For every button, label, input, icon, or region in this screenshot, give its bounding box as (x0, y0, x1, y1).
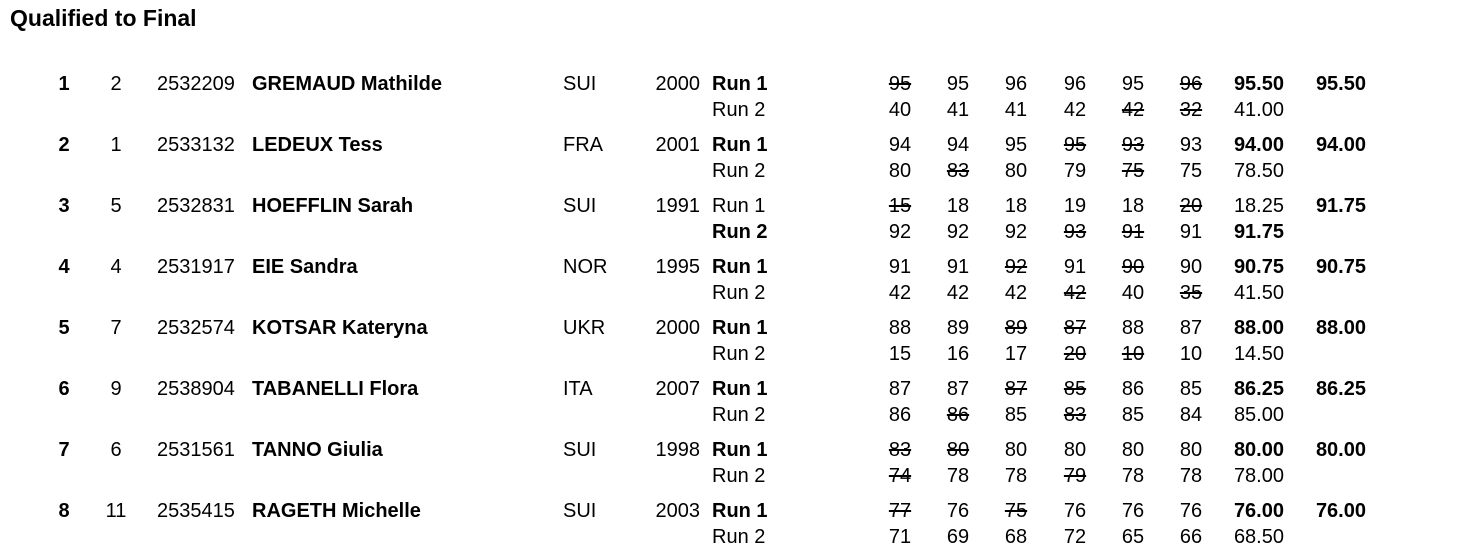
judge-score: 42 (946, 282, 970, 304)
run-score: 88.00 (1233, 317, 1284, 339)
run-score: 90.75 (1233, 256, 1284, 278)
run-label: Run 2 (712, 465, 766, 487)
judge-score: 77 (888, 500, 912, 522)
judge-score: 80 (1004, 160, 1028, 182)
run-score: 14.50 (1233, 343, 1284, 365)
judge-score: 94 (888, 134, 912, 156)
judge-score: 90 (1179, 256, 1203, 278)
athlete-fis-code: 2532574 (157, 317, 235, 339)
judge-score: 40 (888, 99, 912, 121)
athlete-rank: 4 (58, 256, 70, 278)
judge-score: 87 (1063, 317, 1087, 339)
run-label: Run 2 (712, 404, 766, 426)
judge-score: 92 (946, 221, 970, 243)
judge-score: 85 (1004, 404, 1028, 426)
athlete-nation: SUI (563, 195, 597, 217)
judge-score: 32 (1179, 99, 1203, 121)
run-label: Run 1 (712, 256, 768, 278)
judge-score: 18 (1121, 195, 1145, 217)
run-label: Run 1 (712, 378, 768, 400)
run-label: Run 2 (712, 99, 766, 121)
run-score: 80.00 (1233, 439, 1284, 461)
page-title: Qualified to Final (10, 5, 197, 31)
athlete-birth-year: 1998 (655, 439, 700, 461)
athlete-bib: 9 (110, 378, 122, 400)
judge-score: 35 (1179, 282, 1203, 304)
judge-score: 93 (1121, 134, 1145, 156)
judge-score: 87 (1004, 378, 1028, 400)
athlete-bib: 7 (110, 317, 122, 339)
athlete-fis-code: 2532831 (157, 195, 235, 217)
judge-score: 42 (1121, 99, 1145, 121)
judge-score: 66 (1179, 526, 1203, 548)
run-score: 41.50 (1233, 282, 1284, 304)
judge-score: 75 (1004, 500, 1028, 522)
judge-score: 42 (1063, 99, 1087, 121)
athlete-rank: 1 (58, 73, 70, 95)
run-label: Run 2 (712, 221, 768, 243)
run-score: 41.00 (1233, 99, 1284, 121)
judge-score: 76 (946, 500, 970, 522)
judge-score: 85 (1121, 404, 1145, 426)
athlete-rank: 6 (58, 378, 70, 400)
judge-score: 94 (946, 134, 970, 156)
athlete-final-score: 94.00 (1315, 134, 1366, 156)
athlete-fis-code: 2535415 (157, 500, 235, 522)
athlete-nation: SUI (563, 439, 597, 461)
judge-score: 88 (888, 317, 912, 339)
judge-score: 87 (946, 378, 970, 400)
judge-score: 88 (1121, 317, 1145, 339)
athlete-nation: NOR (563, 256, 608, 278)
athlete-bib: 2 (110, 73, 122, 95)
judge-score: 95 (1004, 134, 1028, 156)
athlete-nation: SUI (563, 73, 597, 95)
judge-score: 86 (946, 404, 970, 426)
athlete-birth-year: 2001 (655, 134, 700, 156)
athlete-fis-code: 2533132 (157, 134, 235, 156)
judge-score: 93 (1179, 134, 1203, 156)
judge-score: 92 (1004, 256, 1028, 278)
run-score: 91.75 (1233, 221, 1284, 243)
athlete-final-score: 91.75 (1315, 195, 1366, 217)
athlete-fis-code: 2531561 (157, 439, 235, 461)
judge-score: 15 (888, 343, 912, 365)
judge-score: 72 (1063, 526, 1087, 548)
athlete-nation: UKR (563, 317, 606, 339)
judge-score: 79 (1063, 160, 1087, 182)
judge-score: 16 (946, 343, 970, 365)
judge-score: 96 (1179, 73, 1203, 95)
run-label: Run 1 (712, 73, 768, 95)
run-score: 18.25 (1233, 195, 1284, 217)
judge-score: 71 (888, 526, 912, 548)
judge-score: 40 (1121, 282, 1145, 304)
judge-score: 90 (1121, 256, 1145, 278)
run-label: Run 1 (712, 195, 766, 217)
judge-score: 79 (1063, 465, 1087, 487)
judge-score: 83 (888, 439, 912, 461)
judge-score: 76 (1063, 500, 1087, 522)
judge-score: 42 (888, 282, 912, 304)
athlete-rank: 7 (58, 439, 70, 461)
run-score: 86.25 (1233, 378, 1284, 400)
judge-score: 69 (946, 526, 970, 548)
judge-score: 86 (1121, 378, 1145, 400)
run-score: 68.50 (1233, 526, 1284, 548)
run-score: 85.00 (1233, 404, 1284, 426)
athlete-rank: 5 (58, 317, 70, 339)
athlete-fis-code: 2531917 (157, 256, 235, 278)
judge-score: 18 (1004, 195, 1028, 217)
judge-score: 42 (1063, 282, 1087, 304)
athlete-birth-year: 2003 (655, 500, 700, 522)
run-score: 78.50 (1233, 160, 1284, 182)
run-label: Run 1 (712, 439, 768, 461)
athlete-bib: 5 (110, 195, 122, 217)
athlete-birth-year: 2000 (655, 73, 700, 95)
athlete-name: KOTSAR Kateryna (252, 317, 428, 339)
athlete-rank: 8 (58, 500, 70, 522)
judge-score: 80 (888, 160, 912, 182)
judge-score: 78 (946, 465, 970, 487)
athlete-final-score: 95.50 (1315, 73, 1366, 95)
judge-score: 95 (1063, 134, 1087, 156)
judge-score: 92 (1004, 221, 1028, 243)
athlete-final-score: 76.00 (1315, 500, 1366, 522)
judge-score: 89 (1004, 317, 1028, 339)
judge-score: 87 (1179, 317, 1203, 339)
run-label: Run 1 (712, 317, 768, 339)
judge-score: 75 (1121, 160, 1145, 182)
judge-score: 78 (1179, 465, 1203, 487)
run-label: Run 1 (712, 500, 768, 522)
judge-score: 95 (946, 73, 970, 95)
athlete-bib: 6 (110, 439, 122, 461)
judge-score: 15 (888, 195, 912, 217)
judge-score: 65 (1121, 526, 1145, 548)
judge-score: 41 (1004, 99, 1028, 121)
judge-score: 20 (1063, 343, 1087, 365)
judge-score: 80 (946, 439, 970, 461)
athlete-final-score: 90.75 (1315, 256, 1366, 278)
run-score: 94.00 (1233, 134, 1284, 156)
athlete-name: EIE Sandra (252, 256, 358, 278)
judge-score: 96 (1063, 73, 1087, 95)
judge-score: 96 (1004, 73, 1028, 95)
athlete-name: LEDEUX Tess (252, 134, 383, 156)
athlete-birth-year: 2007 (655, 378, 700, 400)
judge-score: 41 (946, 99, 970, 121)
judge-score: 80 (1063, 439, 1087, 461)
athlete-nation: ITA (563, 378, 593, 400)
athlete-final-score: 86.25 (1315, 378, 1366, 400)
run-label: Run 2 (712, 282, 766, 304)
judge-score: 91 (1179, 221, 1203, 243)
athlete-bib: 11 (105, 500, 127, 522)
run-score: 95.50 (1233, 73, 1284, 95)
judge-score: 74 (888, 465, 912, 487)
run-score: 76.00 (1233, 500, 1284, 522)
athlete-rank: 2 (58, 134, 70, 156)
judge-score: 93 (1063, 221, 1087, 243)
judge-score: 95 (888, 73, 912, 95)
athlete-final-score: 80.00 (1315, 439, 1366, 461)
judge-score: 78 (1004, 465, 1028, 487)
judge-score: 19 (1063, 195, 1087, 217)
judge-score: 91 (946, 256, 970, 278)
judge-score: 91 (1121, 221, 1145, 243)
judge-score: 91 (1063, 256, 1087, 278)
athlete-bib: 1 (110, 134, 122, 156)
athlete-nation: SUI (563, 500, 597, 522)
judge-score: 76 (1179, 500, 1203, 522)
judge-score: 10 (1179, 343, 1203, 365)
athlete-bib: 4 (110, 256, 122, 278)
judge-score: 87 (888, 378, 912, 400)
run-label: Run 2 (712, 526, 766, 548)
judge-score: 89 (946, 317, 970, 339)
athlete-nation: FRA (563, 134, 603, 156)
judge-score: 85 (1179, 378, 1203, 400)
athlete-fis-code: 2532209 (157, 73, 235, 95)
judge-score: 84 (1179, 404, 1203, 426)
athlete-fis-code: 2538904 (157, 378, 235, 400)
judge-score: 18 (946, 195, 970, 217)
athlete-name: TANNO Giulia (252, 439, 383, 461)
run-label: Run 2 (712, 160, 766, 182)
judge-score: 42 (1004, 282, 1028, 304)
run-score: 78.00 (1233, 465, 1284, 487)
athlete-birth-year: 1995 (655, 256, 700, 278)
run-label: Run 1 (712, 134, 768, 156)
athlete-name: HOEFFLIN Sarah (252, 195, 414, 217)
judge-score: 17 (1004, 343, 1028, 365)
judge-score: 95 (1121, 73, 1145, 95)
judge-score: 20 (1179, 195, 1203, 217)
judge-score: 80 (1179, 439, 1203, 461)
judge-score: 80 (1121, 439, 1145, 461)
athlete-rank: 3 (58, 195, 70, 217)
judge-score: 83 (946, 160, 970, 182)
judge-score: 91 (888, 256, 912, 278)
athlete-birth-year: 1991 (655, 195, 700, 217)
athlete-birth-year: 2000 (655, 317, 700, 339)
athlete-name: TABANELLI Flora (252, 378, 419, 400)
athlete-name: GREMAUD Mathilde (252, 73, 442, 95)
judge-score: 76 (1121, 500, 1145, 522)
judge-score: 85 (1063, 378, 1087, 400)
judge-score: 78 (1121, 465, 1145, 487)
judge-score: 68 (1004, 526, 1028, 548)
judge-score: 86 (888, 404, 912, 426)
judge-score: 92 (888, 221, 912, 243)
run-label: Run 2 (712, 343, 766, 365)
judge-score: 10 (1121, 343, 1145, 365)
judge-score: 75 (1179, 160, 1203, 182)
judge-score: 83 (1063, 404, 1087, 426)
athlete-name: RAGETH Michelle (252, 500, 421, 522)
athlete-final-score: 88.00 (1315, 317, 1366, 339)
judge-score: 80 (1004, 439, 1028, 461)
